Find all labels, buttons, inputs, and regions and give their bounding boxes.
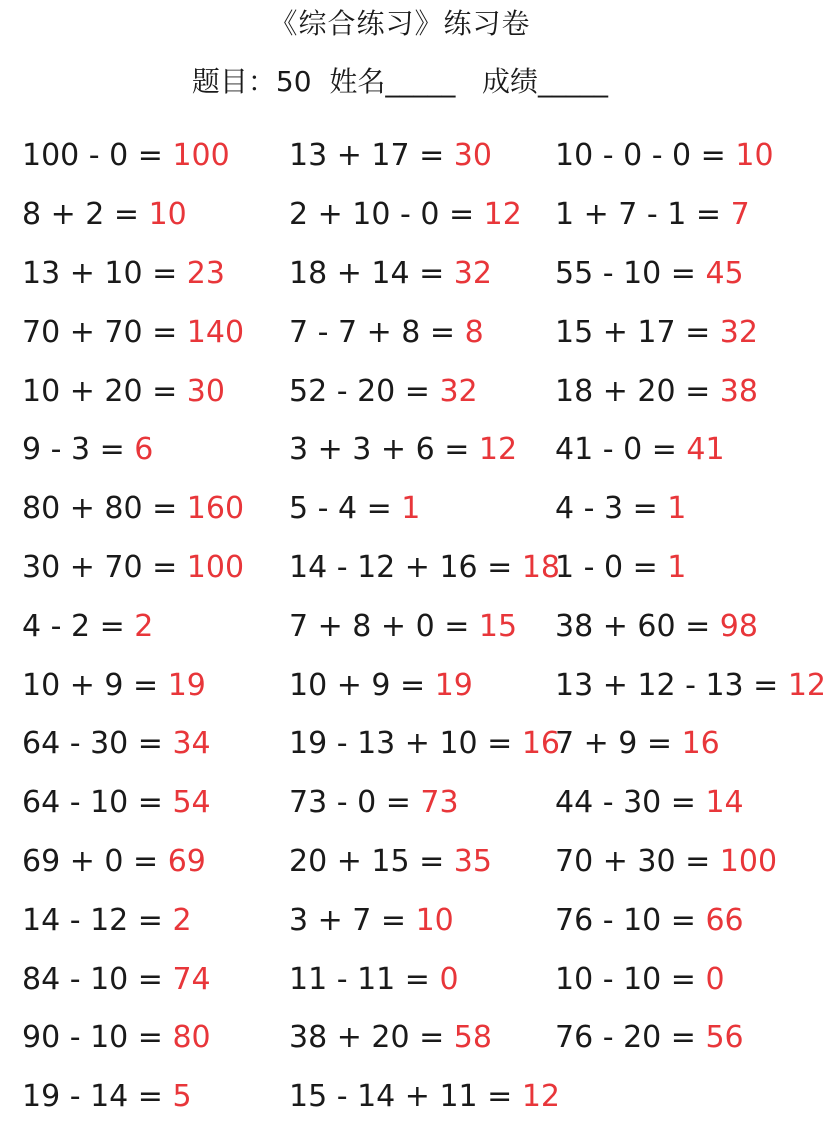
problem-answer: 14 bbox=[705, 785, 744, 821]
problem-expression: 76 - 20 = bbox=[555, 1020, 706, 1056]
problem-answer: 6 bbox=[134, 432, 154, 468]
problem-row bbox=[22, 303, 800, 362]
problem-answer: 7 bbox=[730, 197, 750, 233]
math-problem bbox=[22, 603, 289, 651]
math-problem bbox=[22, 368, 289, 416]
problem-answer: 66 bbox=[705, 902, 744, 938]
problem-expression: 18 + 20 = bbox=[555, 373, 720, 409]
problem-expression: 3 + 7 = bbox=[289, 902, 416, 938]
problem-expression: 3 + 3 + 6 = bbox=[289, 432, 479, 468]
problem-answer: 32 bbox=[453, 255, 492, 291]
math-problem bbox=[22, 250, 289, 298]
problem-expression: 9 - 3 = bbox=[22, 432, 135, 468]
problem-expression: 38 + 20 = bbox=[289, 1020, 454, 1056]
problem-expression: 2 + 10 - 0 = bbox=[289, 197, 484, 233]
problem-expression: 15 + 17 = bbox=[555, 314, 720, 350]
math-problem bbox=[555, 250, 800, 298]
problem-answer: 100 bbox=[172, 138, 230, 174]
problem-expression: 20 + 15 = bbox=[289, 843, 454, 879]
problem-expression: 13 + 12 - 13 = bbox=[555, 667, 788, 703]
math-problem bbox=[289, 838, 555, 886]
problem-answer: 10 bbox=[148, 197, 187, 233]
math-problem bbox=[289, 1073, 561, 1121]
problem-answer: 35 bbox=[453, 843, 492, 879]
problem-row bbox=[22, 950, 800, 1009]
problem-answer: 15 bbox=[478, 608, 518, 644]
problem-expression: 69 + 0 = bbox=[22, 843, 168, 879]
problem-expression: 70 + 70 = bbox=[22, 314, 187, 350]
problem-row bbox=[22, 833, 800, 892]
problem-answer: 1 bbox=[667, 549, 687, 585]
problem-expression: 90 - 10 = bbox=[22, 1020, 173, 1056]
problem-expression: 8 + 2 = bbox=[22, 197, 149, 233]
problem-answer: 140 bbox=[186, 314, 245, 350]
problem-answer: 19 bbox=[167, 667, 206, 703]
problem-answer: 10 bbox=[415, 902, 454, 938]
problem-expression: 64 - 30 = bbox=[22, 726, 173, 762]
problem-answer: 69 bbox=[167, 843, 206, 879]
math-problem bbox=[289, 956, 555, 1004]
problem-answer: 5 bbox=[172, 1079, 192, 1115]
problem-answer: 19 bbox=[434, 667, 473, 703]
problem-row bbox=[22, 1009, 800, 1068]
worksheet-title: 《综合练习》练习卷 bbox=[269, 7, 531, 40]
problem-expression: 30 + 70 = bbox=[22, 549, 187, 585]
math-problem bbox=[289, 368, 555, 416]
worksheet-info-line: 题目：50 姓名_____ 成绩_____ bbox=[191, 65, 609, 98]
problem-answer: 45 bbox=[705, 255, 744, 291]
math-problem bbox=[289, 662, 555, 710]
problem-expression: 4 - 3 = bbox=[555, 491, 668, 527]
math-problem bbox=[22, 720, 289, 768]
problem-answer: 58 bbox=[453, 1020, 492, 1056]
math-problem bbox=[289, 1014, 555, 1062]
problem-answer: 80 bbox=[172, 1020, 211, 1056]
math-problem bbox=[22, 956, 289, 1004]
math-problem bbox=[289, 779, 555, 827]
problem-answer: 12 bbox=[483, 197, 522, 233]
problem-expression: 14 - 12 = bbox=[22, 902, 173, 938]
problem-answer: 98 bbox=[719, 608, 758, 644]
problem-row bbox=[22, 127, 800, 186]
problem-answer: 56 bbox=[705, 1020, 744, 1056]
problem-row bbox=[22, 597, 800, 656]
math-problem bbox=[555, 485, 800, 533]
problem-expression: 55 - 10 = bbox=[555, 255, 706, 291]
problem-answer: 12 bbox=[478, 432, 518, 468]
problem-row bbox=[22, 656, 826, 715]
problem-expression: 19 - 14 = bbox=[22, 1079, 173, 1115]
problem-expression: 14 - 12 + 16 = bbox=[289, 549, 522, 585]
math-problem bbox=[555, 779, 800, 827]
problem-expression: 76 - 10 = bbox=[555, 902, 706, 938]
problem-answer: 0 bbox=[439, 961, 459, 997]
math-problem bbox=[555, 132, 800, 180]
math-problem bbox=[555, 309, 800, 357]
problem-expression: 7 + 8 + 0 = bbox=[289, 608, 479, 644]
problem-expression: 73 - 0 = bbox=[289, 785, 421, 821]
problem-expression: 10 + 9 = bbox=[22, 667, 168, 703]
problem-answer: 2 bbox=[134, 608, 154, 644]
math-problem bbox=[555, 956, 800, 1004]
problem-answer: 54 bbox=[172, 785, 211, 821]
math-problem bbox=[22, 191, 289, 239]
problem-expression: 19 - 13 + 10 = bbox=[289, 726, 522, 762]
problem-row bbox=[22, 245, 800, 304]
problem-expression: 18 + 14 = bbox=[289, 255, 454, 291]
problem-row bbox=[22, 1068, 800, 1127]
problem-expression: 13 + 10 = bbox=[22, 255, 187, 291]
math-problem bbox=[22, 1073, 289, 1121]
problem-answer: 34 bbox=[172, 726, 211, 762]
problem-answer: 32 bbox=[439, 373, 478, 409]
problem-expression: 52 - 20 = bbox=[289, 373, 440, 409]
problem-expression: 4 - 2 = bbox=[22, 608, 135, 644]
math-problem bbox=[289, 309, 555, 357]
problem-expression: 100 - 0 = bbox=[22, 138, 173, 174]
problem-expression: 10 - 0 - 0 = bbox=[555, 138, 736, 174]
problem-answer: 10 bbox=[735, 138, 774, 174]
math-problem bbox=[289, 897, 555, 945]
math-problem bbox=[289, 603, 555, 651]
problem-answer: 12 bbox=[787, 667, 826, 703]
problem-expression: 44 - 30 = bbox=[555, 785, 706, 821]
problem-expression: 11 - 11 = bbox=[289, 961, 440, 997]
problem-row bbox=[22, 480, 800, 539]
problem-expression: 70 + 30 = bbox=[555, 843, 720, 879]
problem-answer: 16 bbox=[521, 726, 561, 762]
problem-expression: 41 - 0 = bbox=[555, 432, 687, 468]
math-problem bbox=[22, 897, 289, 945]
math-problem bbox=[555, 897, 800, 945]
math-problem bbox=[289, 191, 555, 239]
math-problem bbox=[22, 485, 289, 533]
problem-expression: 38 + 60 = bbox=[555, 608, 720, 644]
problem-expression: 10 - 10 = bbox=[555, 961, 706, 997]
math-problem bbox=[289, 426, 555, 474]
problem-row bbox=[22, 362, 800, 421]
math-problem bbox=[555, 544, 800, 592]
problem-answer: 74 bbox=[172, 961, 211, 997]
problem-answer: 30 bbox=[186, 373, 225, 409]
problem-row bbox=[22, 186, 800, 245]
math-problem bbox=[22, 544, 289, 592]
problem-row bbox=[22, 715, 800, 774]
math-problem bbox=[555, 662, 826, 710]
problem-answer: 73 bbox=[420, 785, 459, 821]
problem-answer: 100 bbox=[719, 843, 778, 879]
problem-expression: 15 - 14 + 11 = bbox=[289, 1079, 522, 1115]
problem-expression: 80 + 80 = bbox=[22, 491, 187, 527]
problem-expression: 5 - 4 = bbox=[289, 491, 402, 527]
problem-answer: 18 bbox=[521, 549, 561, 585]
problem-answer: 32 bbox=[719, 314, 758, 350]
problem-grid bbox=[22, 127, 826, 1127]
problem-answer: 0 bbox=[705, 961, 725, 997]
math-problem bbox=[22, 309, 289, 357]
problem-expression: 84 - 10 = bbox=[22, 961, 173, 997]
problem-row bbox=[22, 774, 800, 833]
math-problem bbox=[22, 838, 289, 886]
math-problem bbox=[555, 368, 800, 416]
problem-answer: 1 bbox=[667, 491, 687, 527]
math-problem bbox=[555, 603, 800, 651]
math-problem bbox=[22, 779, 289, 827]
problem-answer: 16 bbox=[681, 726, 720, 762]
problem-row bbox=[22, 891, 800, 950]
math-problem bbox=[289, 132, 555, 180]
problem-expression: 7 + 9 = bbox=[555, 726, 682, 762]
problem-answer: 30 bbox=[453, 138, 492, 174]
math-problem bbox=[22, 132, 289, 180]
problem-row bbox=[22, 539, 800, 598]
math-problem bbox=[555, 720, 800, 768]
problem-expression: 64 - 10 = bbox=[22, 785, 173, 821]
problem-expression: 10 + 20 = bbox=[22, 373, 187, 409]
problem-expression: 13 + 17 = bbox=[289, 138, 454, 174]
math-problem bbox=[289, 544, 561, 592]
problem-answer: 160 bbox=[186, 491, 245, 527]
problem-row bbox=[22, 421, 800, 480]
math-problem bbox=[289, 485, 555, 533]
math-problem bbox=[555, 1014, 800, 1062]
problem-answer: 12 bbox=[521, 1079, 561, 1115]
problem-answer: 38 bbox=[719, 373, 758, 409]
math-problem bbox=[555, 191, 800, 239]
math-problem bbox=[22, 1014, 289, 1062]
problem-expression: 10 + 9 = bbox=[289, 667, 435, 703]
math-problem bbox=[22, 426, 289, 474]
problem-answer: 8 bbox=[464, 314, 484, 350]
problem-answer: 1 bbox=[401, 491, 421, 527]
problem-expression: 7 - 7 + 8 = bbox=[289, 314, 465, 350]
math-problem bbox=[555, 838, 800, 886]
problem-answer: 23 bbox=[186, 255, 225, 291]
math-problem bbox=[22, 662, 289, 710]
problem-answer: 41 bbox=[686, 432, 725, 468]
problem-answer: 100 bbox=[186, 549, 245, 585]
problem-expression: 1 + 7 - 1 = bbox=[555, 197, 731, 233]
math-problem bbox=[289, 250, 555, 298]
math-problem bbox=[555, 426, 800, 474]
problem-expression: 1 - 0 = bbox=[555, 549, 668, 585]
math-problem bbox=[289, 720, 561, 768]
problem-answer: 2 bbox=[172, 902, 192, 938]
